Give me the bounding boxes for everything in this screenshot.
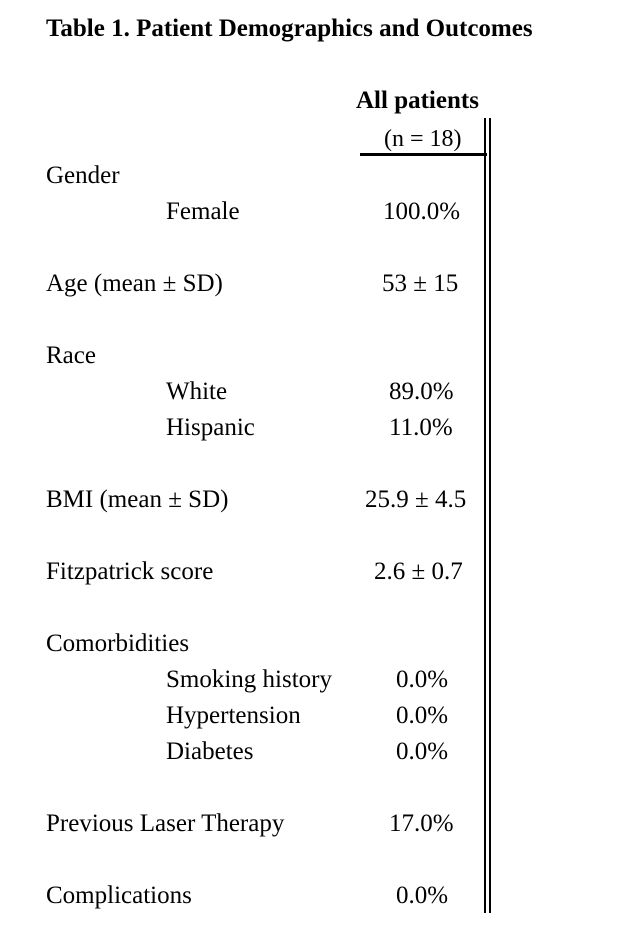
row-label-hypertension: Hypertension <box>166 702 301 729</box>
row-label-laser: Previous Laser Therapy <box>46 810 285 837</box>
row-value-fitzpatrick: 2.6 ± 0.7 <box>374 558 463 585</box>
header-underline <box>360 153 487 156</box>
row-label-female: Female <box>166 198 240 225</box>
row-label-smoking: Smoking history <box>166 666 332 693</box>
row-value-age: 53 ± 15 <box>382 270 459 297</box>
table-title: Table 1. Patient Demographics and Outcomes <box>46 15 533 42</box>
row-label-age: Age (mean ± SD) <box>46 270 223 297</box>
row-label-complications: Complications <box>46 882 192 909</box>
column-divider-left <box>484 118 486 913</box>
row-value-bmi: 25.9 ± 4.5 <box>365 486 467 513</box>
row-value-hypertension: 0.0% <box>396 702 449 729</box>
row-label-white: White <box>166 378 228 405</box>
column-divider-right <box>489 118 491 913</box>
row-value-female: 100.0% <box>383 198 461 225</box>
row-value-hispanic: 11.0% <box>389 414 453 441</box>
row-label-race: Race <box>46 342 96 369</box>
column-subheader: (n = 18) <box>384 126 462 152</box>
row-label-diabetes: Diabetes <box>166 738 254 765</box>
column-header: All patients <box>356 87 479 114</box>
row-label-hispanic: Hispanic <box>166 414 255 441</box>
row-label-bmi: BMI (mean ± SD) <box>46 486 229 513</box>
row-label-comorbidities: Comorbidities <box>46 630 190 657</box>
row-value-white: 89.0% <box>389 378 454 405</box>
row-label-fitzpatrick: Fitzpatrick score <box>46 558 214 585</box>
row-value-complications: 0.0% <box>396 882 449 909</box>
row-value-diabetes: 0.0% <box>396 738 449 765</box>
row-value-smoking: 0.0% <box>396 666 449 693</box>
row-value-laser: 17.0% <box>389 810 454 837</box>
row-label-gender: Gender <box>46 162 120 189</box>
